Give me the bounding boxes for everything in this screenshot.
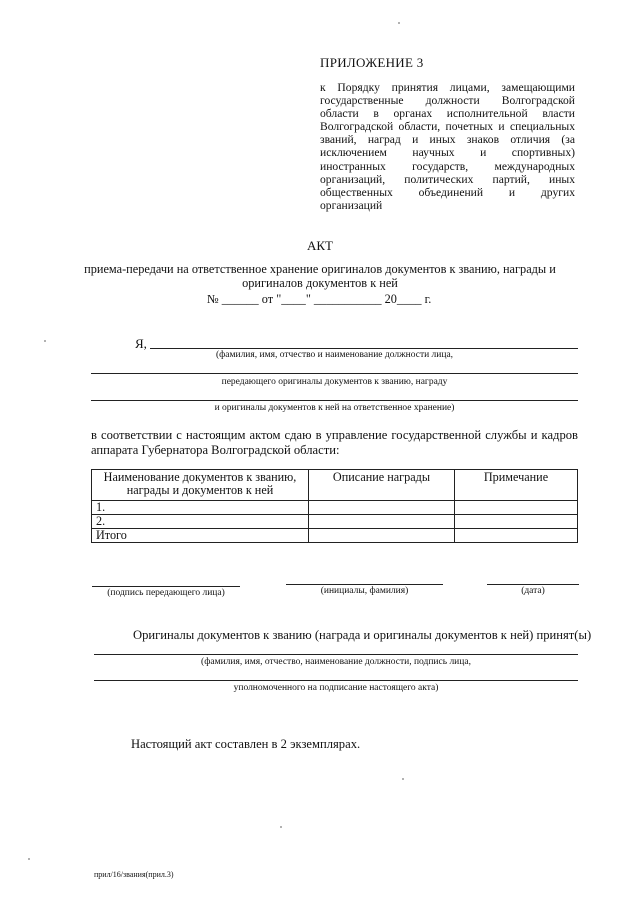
table-header-cell: Описание награды [309, 470, 455, 501]
scan-speck [28, 858, 30, 860]
appendix-title: ПРИЛОЖЕНИЕ 3 [320, 55, 424, 70]
table-row [92, 501, 578, 515]
act-title: АКТ [307, 238, 333, 253]
giver-signature-line[interactable] [92, 586, 240, 587]
person-documents-line[interactable] [91, 400, 578, 401]
scan-speck [398, 22, 400, 24]
person-caption-2: передающего оригиналы документов к званию, награду [221, 377, 448, 387]
table-header-row [92, 470, 578, 501]
act-subtitle: приема-передачи на ответственное хранение оригиналов документов к званию, награды и оригиналов документов к ней [84, 262, 556, 290]
accepted-text: Оригиналы документов к званию (награда и оригиналы документов к ней) принят(ы) [133, 628, 592, 642]
person-name-line[interactable] [150, 348, 578, 349]
appendix-text-body: к Порядку принятия лицами, замещающими государственные должности Волгоградской области в органах исполнительной власти Волгоградской области, почетных и специальных званий, наград и иных знаков отличия (за исключением научных и спортивных) иностранных государств, международных организаций, политических партий, иных общественных объединений и других [320, 81, 575, 199]
giver-signature-caption: (подпись передающего лица) [107, 588, 225, 598]
date-line[interactable] [487, 584, 579, 585]
receiver-name-line[interactable] [94, 654, 578, 655]
appendix-text [320, 81, 575, 212]
scan-speck [280, 826, 282, 828]
table-cell[interactable] [455, 515, 578, 529]
appendix-text-last: организаций [320, 198, 383, 212]
table-cell[interactable] [309, 529, 455, 543]
table-cell[interactable] [309, 515, 455, 529]
person-position-line[interactable] [91, 373, 578, 374]
person-caption-1: (фамилия, имя, отчество и наименование должности лица, [215, 350, 454, 360]
table-cell[interactable] [455, 529, 578, 543]
table-cell[interactable]: 1. [92, 501, 309, 515]
scan-speck [402, 778, 404, 780]
table-cell[interactable]: 2. [92, 515, 309, 529]
table-cell[interactable] [455, 501, 578, 515]
documents-table [91, 469, 578, 543]
receiver-caption-2: уполномоченного на подписание настоящего акта) [233, 683, 439, 693]
table-header-cell: Наименование документов к званию, награды и документов к ней [92, 470, 309, 501]
scan-speck [44, 340, 46, 342]
table-header-cell: Примечание [455, 470, 578, 501]
initials-line[interactable] [286, 584, 443, 585]
table-cell[interactable] [309, 501, 455, 515]
copies-text: Настоящий акт составлен в 2 экземплярах. [131, 737, 361, 751]
receiver-position-line[interactable] [94, 680, 578, 681]
table-row [92, 515, 578, 529]
table-row [92, 529, 578, 543]
initials-caption: (инициалы, фамилия) [320, 586, 409, 596]
receiver-caption-1: (фамилия, имя, отчество, наименование должности, подпись лица, [201, 657, 471, 667]
date-caption: (дата) [521, 586, 545, 596]
person-label: Я, [135, 336, 147, 351]
act-number-date-line: № ______ от "____" ___________ 20____ г. [207, 292, 432, 306]
body-text: в соответствии с настоящим актом сдаю в управление государственной службы и кадров аппарата Губернатора Волгоградской области: [91, 428, 578, 457]
table-cell[interactable]: Итого [92, 529, 309, 543]
footer-file-reference: прил/16/звания(прил.3) [94, 870, 174, 879]
person-caption-3: и оригиналы документов к ней на ответственное хранение) [214, 403, 455, 413]
